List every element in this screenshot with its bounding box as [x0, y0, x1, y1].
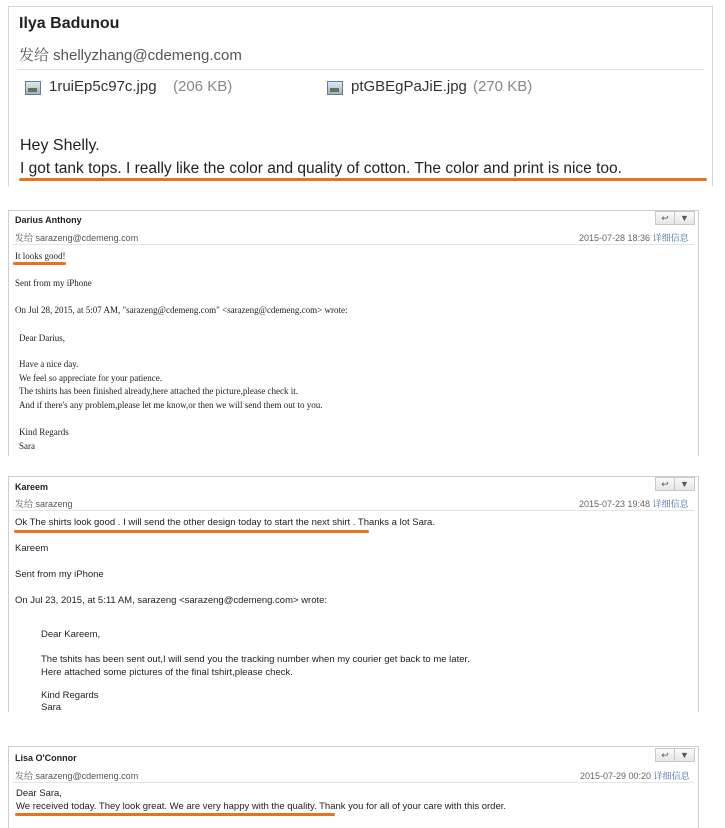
email-panel-ilya — [8, 6, 713, 186]
email-panel-kareem — [8, 476, 699, 712]
sender-name: Lisa O'Connor — [15, 753, 77, 763]
quote-header: On Jul 23, 2015, at 5:11 AM, sarazeng <sarazeng@cdemeng.com> wrote: — [15, 595, 328, 606]
signature-line: Sent from my iPhone — [15, 278, 92, 288]
details-link[interactable]: 详细信息 — [652, 499, 689, 509]
divider — [13, 510, 694, 511]
quoted-line: Dear Darius, — [19, 333, 65, 343]
quoted-line: Kind Regards — [19, 427, 69, 437]
dropdown-icon[interactable]: ▼ — [675, 748, 695, 762]
details-link[interactable]: 详细信息 — [652, 233, 689, 243]
signature-line: Kareem — [15, 543, 49, 554]
attachment-size: (206 KB) — [173, 78, 233, 95]
timestamp-value: 2015-07-28 18:36 — [579, 233, 651, 243]
attachment-name[interactable]: 1ruiEp5c97c.jpg — [49, 78, 157, 95]
divider — [17, 69, 704, 70]
recipient-line: 发给 sarazeng@cdemeng.com — [15, 771, 139, 781]
timestamp — [579, 231, 689, 244]
sender-name: Darius Anthony — [15, 215, 82, 225]
quoted-line: We feel so appreciate for your patience. — [19, 373, 162, 383]
quoted-line: The tshits has been sent out,I will send you the tracking number when my courier get back to me later. — [41, 654, 470, 665]
quoted-line: And if there's any problem,please let me know,or then we will send them out to you. — [19, 400, 323, 410]
reply-button-group — [655, 211, 695, 225]
timestamp — [579, 497, 689, 510]
quoted-line: Here attached some pictures of the final tshirt,please check. — [41, 667, 293, 678]
message-body: I got tank tops. I really like the color and quality of cotton. The color and print is nice too. — [20, 160, 622, 177]
details-link[interactable]: 详细信息 — [653, 771, 690, 781]
timestamp-value: 2015-07-23 19:48 — [579, 499, 651, 509]
reply-button-group — [655, 748, 695, 762]
sender-name: Kareem — [15, 482, 49, 492]
highlight-underline — [13, 262, 66, 265]
recipient-line: 发给 sarazeng@cdemeng.com — [15, 233, 139, 243]
reply-text: Ok The shirts look good . I will send the other design today to start the next shirt . Thanks a lot Sara. — [15, 517, 435, 528]
timestamp — [580, 769, 690, 782]
highlight-underline — [14, 530, 369, 533]
image-file-icon — [25, 81, 41, 95]
attachment-size: (270 KB) — [473, 78, 533, 95]
highlight-underline — [15, 813, 335, 816]
greeting: Dear Sara, — [16, 788, 62, 799]
quoted-line: Have a nice day. — [19, 359, 79, 369]
divider — [13, 782, 694, 783]
reply-icon[interactable]: ↩ — [655, 748, 675, 762]
greeting: Hey Shelly. — [20, 137, 100, 154]
image-file-icon — [327, 81, 343, 95]
attachment-name[interactable]: ptGBEgPaJiE.jpg — [351, 78, 467, 95]
recipient-line: 发给 sarazeng — [15, 499, 73, 509]
divider — [13, 244, 694, 245]
quote-header: On Jul 28, 2015, at 5:07 AM, "sarazeng@cdemeng.com" <sarazeng@cdemeng.com> wrote: — [15, 305, 348, 315]
email-panel-lisa — [8, 746, 699, 828]
dropdown-icon[interactable]: ▼ — [675, 211, 695, 225]
quoted-line: Sara — [41, 702, 62, 712]
recipient-line: 发给 shellyzhang@cdemeng.com — [19, 47, 242, 64]
reply-text: It looks good! — [15, 251, 66, 261]
quoted-line: The tshirts has been finished already,here attached the picture,please check it. — [19, 386, 299, 396]
quoted-line: Dear Kareem, — [41, 629, 101, 640]
reply-button-group — [655, 477, 695, 491]
reply-text: We received today. They look great. We are very happy with the quality. Thank you for all of your care with this order. — [16, 801, 507, 812]
timestamp-value: 2015-07-29 00:20 — [580, 771, 652, 781]
quoted-line: Sara — [19, 441, 35, 451]
reply-icon[interactable]: ↩ — [655, 211, 675, 225]
highlight-underline — [19, 178, 707, 181]
sender-name: Ilya Badunou — [19, 15, 120, 32]
signature-line: Sent from my iPhone — [15, 569, 104, 580]
quoted-line: Kind Regards — [41, 690, 99, 701]
email-panel-darius — [8, 210, 699, 456]
reply-icon[interactable]: ↩ — [655, 477, 675, 491]
dropdown-icon[interactable]: ▼ — [675, 477, 695, 491]
